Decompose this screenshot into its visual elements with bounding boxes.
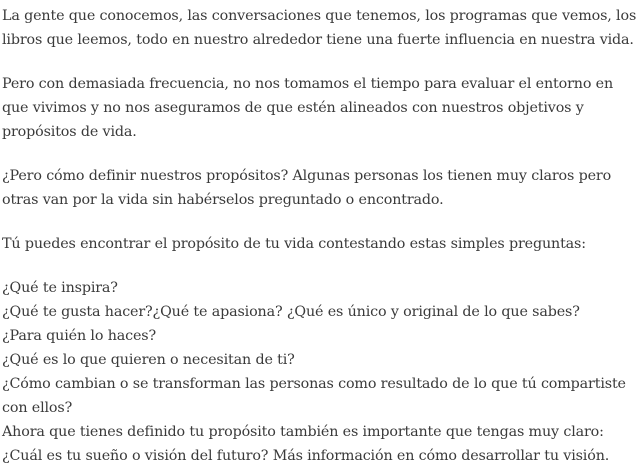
question-item: ¿Qué es lo que quieren o necesitan de ti? [2, 352, 295, 368]
paragraph-purpose-question: ¿Pero cómo definir nuestros propósitos? Algunas personas los tienen muy claros pero otras van por la vida sin habérselos preguntado o encontrado. [2, 168, 612, 208]
paragraph-influence: La gente que conocemos, las conversaciones que tenemos, los programas que vemos, los libros que leemos, todo en nuestro alrededor tiene una fuerte influencia en nuestra vida. [2, 8, 637, 48]
paragraph-questions-intro: Tú puedes encontrar el propósito de tu vida contestando estas simples preguntas: [2, 236, 586, 252]
question-list [2, 276, 638, 420]
question-item: ¿Qué te inspira? [2, 280, 118, 296]
paragraph-environment: Pero con demasiada frecuencia, no nos tomamos el tiempo para evaluar el entorno en que vivimos y no nos aseguramos de que estén alineados con nuestros objetivos y propósitos de vida. [2, 76, 614, 140]
question-item: ¿Para quién lo haces? [2, 328, 156, 344]
question-item: ¿Qué te gusta hacer?¿Qué te apasiona? ¿Qué es único y original de lo que sabes? [2, 304, 580, 320]
article-body [2, 4, 638, 468]
paragraph-closing: Ahora que tienes definido tu propósito también es importante que tengas muy claro: ¿Cuál es tu sueño o visión del futuro? Más información en cómo desarrollar tu visión. [2, 424, 610, 464]
question-item: ¿Cómo cambian o se transforman las personas como resultado de lo que tú compartiste con ellos? [2, 376, 626, 416]
